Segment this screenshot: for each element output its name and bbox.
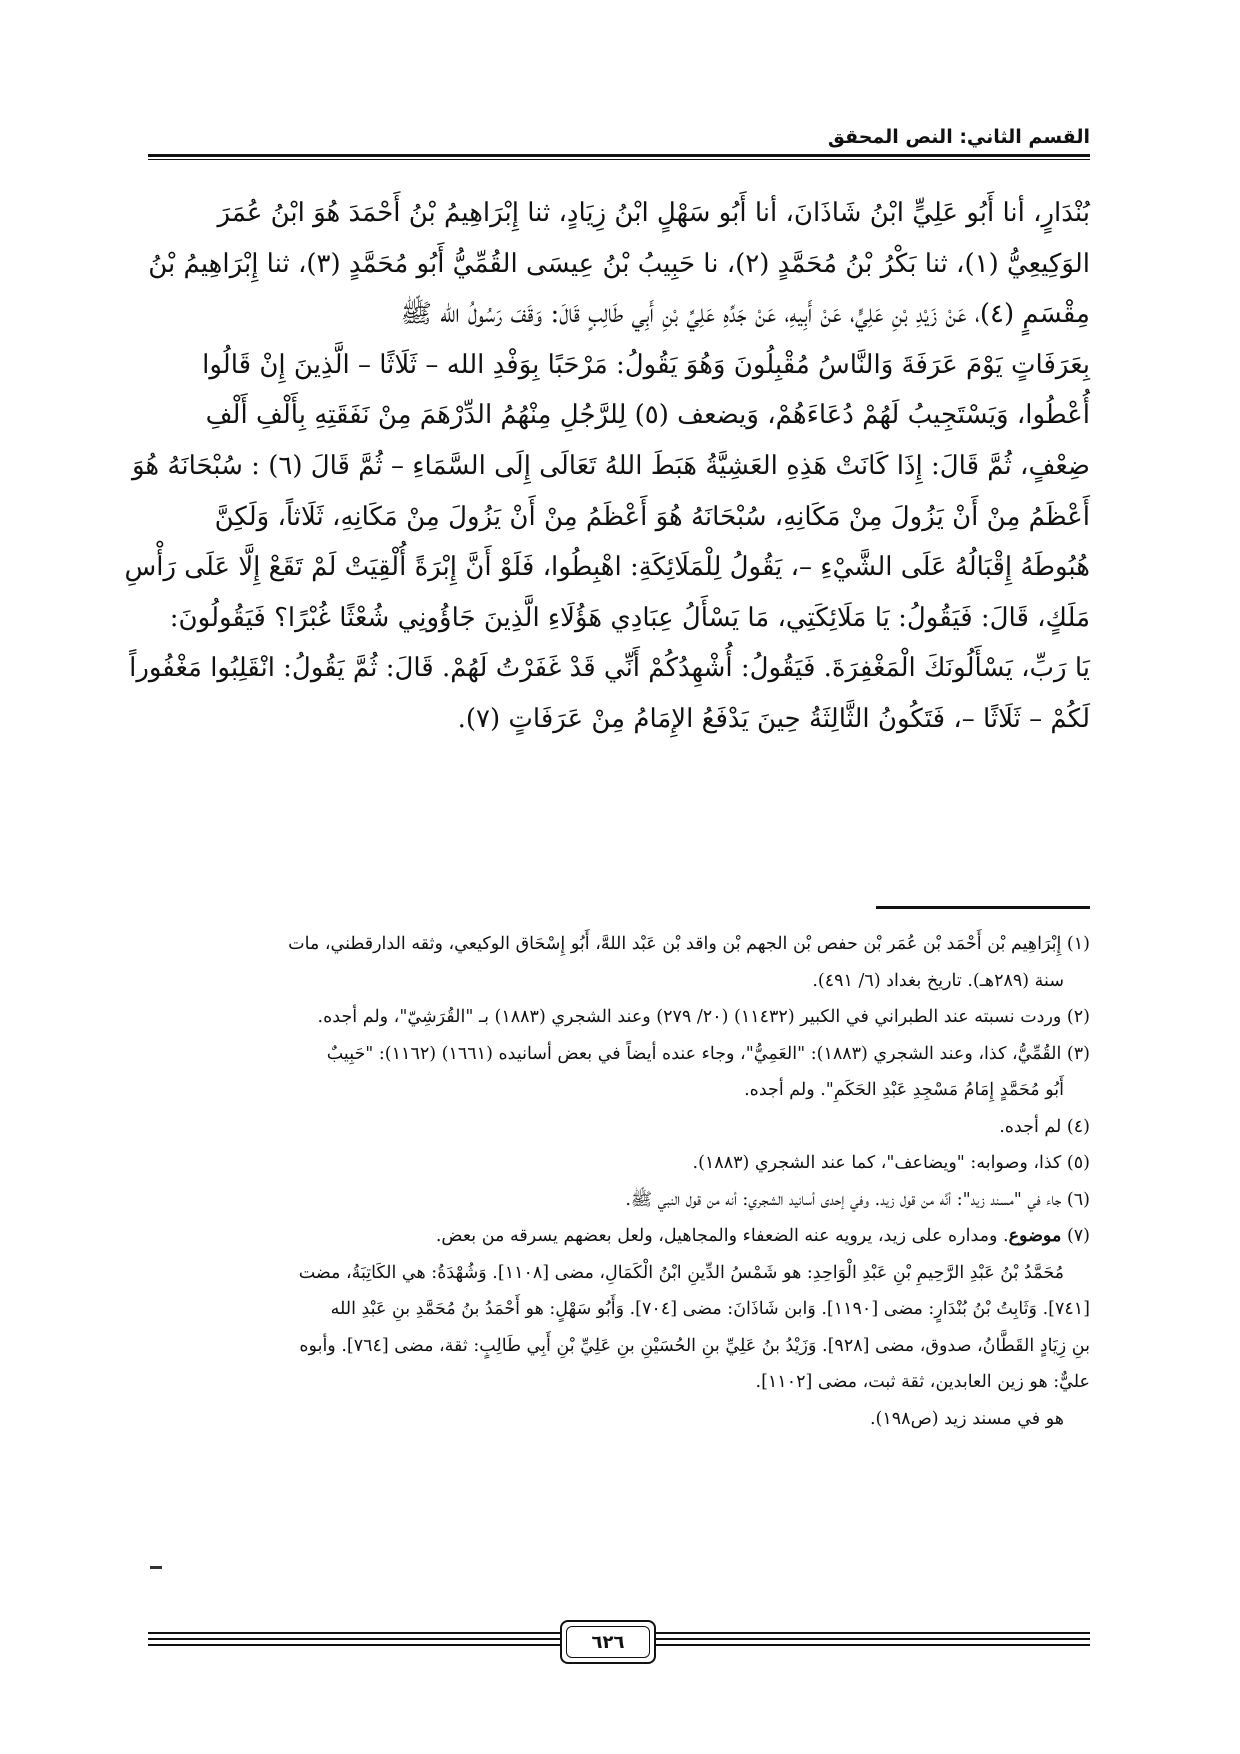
margin-mark — [150, 1566, 162, 1569]
footnote-7-text: . ومداره على زيد، يرويه عنه الضعفاء والمجاهيل، ولعل بعضهم يسرقه من بعض. — [435, 1226, 1009, 1246]
footnote-7-source: هو في مسند زيد (ص١٩٨). — [869, 1408, 1064, 1429]
main-text-line: أُعْطُوا، وَيَسْتَجِيبُ لَهُمْ دُعَاءَهُمْ، وَيضعف (٥) لِلرَّجُلِ مِنْهُمُ الدِّرْهَمَ مِنْ نَفَقَتِهِ بِأَلْفِ أَلْفِ — [205, 400, 1090, 431]
header-rule-bottom — [148, 159, 1090, 160]
footnote-7-narrators: مُحَمَّدُ بْنُ عَبْدِ الرَّحِيمِ بْنِ عَبْدِ الْوَاحِدِ: هو شَمْسُ الدِّينِ ابْنُ الْكَمَالِ، مضى [١١٠٨]. وَشُهْدَةُ: هي الكَاتِبَةُ، مضت — [298, 1262, 1064, 1283]
footnote-2: (٢) وردت نسبته عند الطبراني في الكبير (١١٤٣٢) (٢٠/ ٢٧٩) وعند الشجري (١٨٨٣) بـ "القُرَشِيّ"، ولم أجده. — [317, 1007, 1090, 1027]
footnote-4: (٤) لم أجده. — [999, 1116, 1090, 1137]
footnote-6: (٦) جاء في "مسند زيد": أنَّه من قول زيد. وفي إحدى أسانيد الشجري: أنه من قول النبي ﷺ. — [625, 1189, 1090, 1210]
main-text — [124, 188, 1090, 745]
main-text-line: أَعْظَمُ مِنْ أَنْ يَزُولَ مِنْ مَكَانِهِ، سُبْحَانَهُ هُوَ أَعْظَمُ مِنْ أَنْ يَزُولَ مِنْ مَكَانِهِ، ثَلَاثاً، وَلَكِنَّ — [214, 501, 1090, 532]
main-text-line: يَا رَبِّ، يَسْأَلُونَكَ الْمَغْفِرَةَ. فَيَقُولُ: أُشْهِدُكُمْ أَنِّي قَدْ غَفَرْتُ لَهُمْ. قَالَ: ثُمَّ يَقُولُ: انْقَلِبُوا مَغْفُوراً — [129, 653, 1090, 684]
main-text-line: بُنْدَارٍ، أنا أَبُو عَلِيٍّ ابْنُ شَاذَانَ، أنا أَبُو سَهْلٍ ابْنُ زِيَادٍ، ثنا إِبْرَاهِيمُ بْنُ أَحْمَدَ هُوَ ابْنُ عُمَرَ — [217, 198, 1090, 228]
footnote-7-number: (٧) — [1066, 1226, 1090, 1246]
footer-rule-right — [652, 1638, 1090, 1640]
footnote-5: (٥) كذا، وصوابه: "ويضاعف"، كما عند الشجري (١٨٨٣). — [692, 1153, 1090, 1173]
page-number-frame — [560, 1620, 656, 1664]
main-text-line: لَكُمْ – ثَلَاثًا –، فَتَكُونُ الثَّالِثَةُ حِينَ يَدْفَعُ الإِمَامُ مِنْ عَرَفَاتٍ (٧). — [457, 703, 1090, 734]
footnote-3: (٣) القُمِّيُّ، كذا، وعند الشجري (١٨٨٣): "العَمِيُّ"، وجاء عنده أيضاً في بعض أسانيده (١٦٦١) (١١٦٢): "حَبِيبٌ — [326, 1043, 1090, 1064]
footnote-separator — [876, 906, 1090, 909]
footnote-7-narrators: بنِ زِيَادٍ القَطَّانُ، صدوق، مضى [٩٢٨]. وَزَيْدُ بنُ عَلِيِّ بنِ الحُسَيْنِ بنِ عَلِيِّ بْنِ أَبِي طَالِبٍ: ثقة، مضى [٧٦٤]. وأبوه — [299, 1335, 1090, 1356]
main-text-line: هُبُوطَهُ إِقْبَالُهُ عَلَى الشَّيْءِ –، يَقُولُ لِلْمَلَائِكَةِ: اهْبِطُوا، فَلَوْ أَنَّ إِبْرَةً أُلْقِيَتْ لَمْ تَقَعْ إِلَّا عَلَى رَأْسِ — [124, 552, 1090, 583]
footer-rule-left — [148, 1632, 560, 1634]
main-text-line: الوَكِيعِيُّ (١)، ثنا بَكْرُ بْنُ مُحَمَّدٍ (٢)، نا حَبِيبُ بْنُ عِيسَى القُمِّيُّ أَبُو مُحَمَّدٍ (٣)، ثنا إِبْرَاهِيمُ بْنُ — [148, 248, 1090, 279]
section-title: القسم الثاني: النص المحقق — [827, 126, 1090, 148]
main-text-line: مِقْسَمٍ (٤)، عَنْ زَيْدِ بْنِ عَلِيٍّ، عَنْ أَبِيهِ، عَنْ جَدِّهِ عَلِيِّ بْنِ أَبِي طَالِبٍ قَالَ: وَقَفَ رَسُولُ الله ﷺ — [400, 299, 1090, 330]
footnote-1-continued: سنة (٢٨٩هـ). تاريخ بغداد (٦/ ٤٩١). — [812, 970, 1064, 991]
footnotes — [150, 926, 1090, 1437]
footer-rule-right — [652, 1644, 1090, 1646]
footer-rule-left — [148, 1638, 560, 1640]
footer-rule-right — [652, 1632, 1090, 1634]
footnote-7-narrators: [٧٤١]. وَثَابِتُ بْنُ بُنْدَارٍ: مضى [١١٩٠]. وَابن شَاذَانَ: مضى [٧٠٤]. وَأَبُو سَهْلٍ: هو أَحْمَدُ بنُ مُحَمَّدِ بنِ عَبْدِ الله — [330, 1299, 1090, 1319]
footnote-7-verdict: موضوع — [1008, 1226, 1062, 1246]
footnote-3-continued: أَبُو مُحَمَّدٍ إِمَامُ مَسْجِدِ عَبْدِ الحَكَمِ". ولم أجده. — [744, 1080, 1064, 1100]
footnote-7 — [150, 1218, 1090, 1255]
footnote-7-narrators: عليٌّ: هو زين العابدين، ثقة ثبت، مضى [١١٠٢]. — [755, 1372, 1090, 1392]
main-text-line: مَلَكٍ، قَالَ: فَيَقُولُ: يَا مَلَائِكَتِي، مَا يَسْأَلُ عِبَادِي هَؤُلَاءِ الَّذِينَ جَاؤُونِي شُعْثًا غُبْرًا؟ فَيَقُولُونَ: — [169, 602, 1090, 633]
main-text-line: بِعَرَفَاتٍ يَوْمَ عَرَفَةَ وَالنَّاسُ مُقْبِلُونَ وَهُوَ يَقُولُ: مَرْحَبًا بِوَفْدِ الله – ثَلَاثًا – الَّذِينَ إِنْ قَالُوا — [202, 349, 1090, 380]
footnote-1: (١) إِبْرَاهِيم بْن أَحْمَد بْن عُمَر بْن حفص بْن الجهم بْن واقد بْن عَبْد اللهَّ، أَبُو إِسْحَاق الوكيعي، وثقه الدارقطني، مات — [288, 934, 1090, 954]
header-rule-top — [148, 154, 1090, 157]
footer-rule-left — [148, 1644, 560, 1646]
main-text-line: ضِعْفٍ، ثُمَّ قَالَ: إِذَا كَانَتْ هَذِهِ العَشِيَّةُ هَبَطَ اللهُ تَعَالَى إِلَى السَّمَاءِ – ثُمَّ قَالَ (٦) : سُبْحَانَهُ هُوَ — [132, 450, 1090, 481]
page-number: ٦٢٦ — [566, 1626, 650, 1658]
